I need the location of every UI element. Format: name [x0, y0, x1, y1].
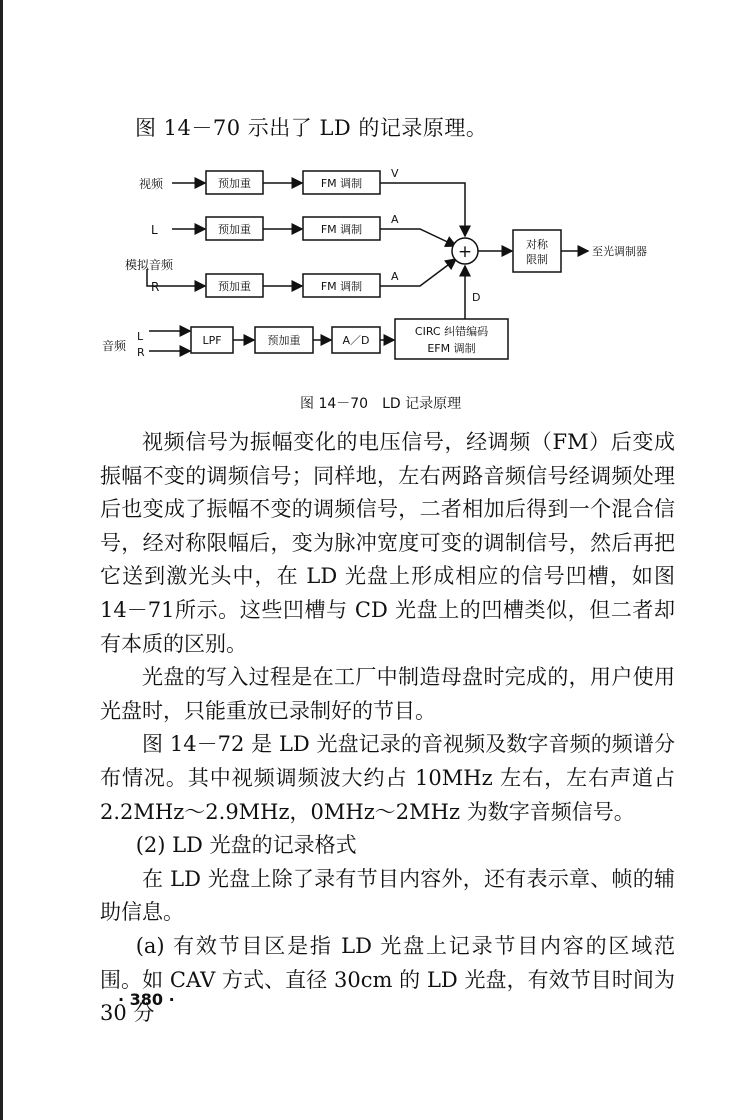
label-right: R — [151, 280, 160, 294]
body-text — [100, 426, 675, 1031]
adder-symbol: + — [457, 242, 473, 262]
label-a-right: A — [391, 270, 399, 283]
label-output: 至光调制器 — [592, 245, 647, 258]
paragraph: 光盘的写入过程是在工厂中制造母盘时完成的，用户使用光盘时，只能重放已录制好的节目。 — [100, 665, 675, 723]
text-preemph-video: 预加重 — [218, 177, 251, 190]
text-preemph-left: 预加重 — [218, 223, 251, 236]
label-a-left: A — [391, 213, 399, 226]
paragraph: 图 14－72 是 LD 光盘记录的音视频及数字音频的频谱分布情况。其中视频调频波大约占 10MHz 左右，左右声道占 2.2MHz～2.9MHz，0MHz～2MHz 为数字音频信号。 — [100, 732, 675, 824]
label-audio-l: L — [137, 330, 144, 343]
text-limiter-1: 对称 — [526, 238, 548, 251]
text-fm-video: FM 调制 — [320, 177, 363, 190]
text-circ: CIRC 纠错编码 — [414, 325, 489, 338]
intro-line: 图 14－70 示出了 LD 的记录原理。 — [135, 116, 488, 140]
paragraph: (a) 有效节目区是指 LD 光盘上记录节目内容的区域范围。如 CAV 方式、直径 30cm 的 LD 光盘，有效节目时间为 30 分 — [100, 933, 675, 1026]
ld-recording-diagram — [95, 155, 695, 385]
text-lpf: LPF — [202, 334, 222, 347]
paragraph: 视频信号为振幅变化的电压信号，经调频（FM）后变成振幅不变的调频信号；同样地，左右两路音频信号经调频处理后也变成了振幅不变的调频信号，二者相加后得到一个混合信号，经对称限幅后，变为脉冲宽度可变的调制信号，然后再把它送到激光头中，在 LD 光盘上形成相应的信号凹槽，如图 14－71所示。这些凹槽与 CD 光盘上的凹槽类似，但二者却有本质的区别。 — [100, 430, 675, 656]
text-efm: EFM 调制 — [427, 342, 476, 355]
section-heading: (2) LD 光盘的记录格式 — [135, 833, 357, 858]
line-v-to-adder — [380, 183, 465, 236]
label-video: 视频 — [139, 177, 164, 191]
line-a-left-to-adder — [380, 229, 456, 246]
paragraph: 在 LD 光盘上除了录有节目内容外，还有表示章、帧的辅助信息。 — [100, 866, 675, 925]
label-audio-r: R — [137, 346, 145, 359]
text-fm-left: FM 调制 — [320, 223, 363, 236]
label-v: V — [391, 167, 399, 180]
text-fm-right: FM 调制 — [320, 280, 363, 293]
text-preemph-right: 预加重 — [218, 280, 251, 293]
text-ad: A／D — [342, 334, 370, 347]
figure-caption: 图 14－70 LD 记录原理 — [300, 396, 462, 412]
label-audio: 音频 — [102, 339, 127, 353]
label-analog-audio: 模拟音频 — [125, 258, 174, 272]
text-preemph-digital: 预加重 — [267, 334, 301, 347]
label-left: L — [151, 223, 158, 237]
page-left-border — [0, 0, 3, 1120]
page-number: · 380 · — [118, 990, 175, 1009]
label-d: D — [472, 291, 481, 304]
text-limiter-2: 限制 — [526, 253, 548, 266]
